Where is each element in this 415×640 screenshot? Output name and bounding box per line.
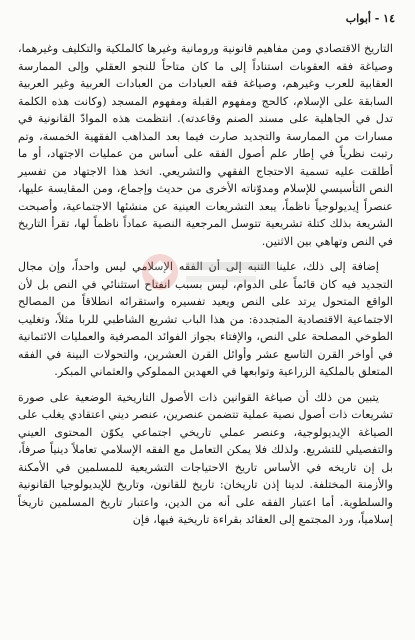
body-text — [18, 40, 393, 537]
paragraph-2: إضافة إلى ذلك، علينا التنبه إلى أن الفقه الإسلامي ليس واحداً، وإن مجال التجديد فيه كان قائماً على الدوام، ليس بسبب انفتاح استثنائي في النص بل لأن الواقع المتحول يرتد على النص ويعيد تفسيره واستقرائه انطلاقاً من المصالح الاجتماعية الاقتصادية المتجددة: من هذا الباب تشريع الشاطبي للربا مثلاً، وتغليب الطوخي المصلحة على النص، والإفتاء بجواز الفوائد المصرفية والعمليات الائتمانية في أواخر القرن التاسع عشر وأوائل القرن العشرين، والتحولات البينة في الفقه المتعلق بالملكية الزراعية وتوابعها في العهدين المملوكي والعثماني المبكر. — [18, 260, 393, 378]
paragraph-3: يتبين من ذلك أن صياغة القوانين ذات الأصول التاريخية الوضعية على صورة تشريعات ذات أصول نصية عملية تتضمن عنصرين، عنصر ديني اعتقادي يغلب على الصياغة الإيديولوجية، وعنصر عملي تاريخي اجتماعي يكوّن المحتوى العيني والتفصيلي للتشريع. ولذلك فلا يمكن التعامل مع الفقه الإسلامي تعاملاً دينياً صرفاً، بل إن تاريخه في الأساس تاريخ الاحتياجات التشريعية للمسلمين في الأمكنة والأزمنة المختلفة. لدينا إذن تاريخان: تاريخ للقانون، وتاريخ للإيديولوجيا القانونية والسلطوية. أما اعتبار الفقه على أنه من الدين، واعتبار تاريخ المسلمين تاريخاً إسلامياً، ورد المجتمع إلى العقائد بقراءة تاريخية فيها، فإن — [18, 390, 393, 526]
paragraph-1: التاريخ الاقتصادي ومن مفاهيم قانونية ورومانية وغيرها كالملكية والتكليف وغيرهما، وصياغة فقه العقوبات استناداً إلى ما كان متاحاً للنجو العقلي وإلى الممارسة العقابية للعرب وغيرهم، وصياغة فقه العبادات من العبادات العربية وغير العربية السابقة على الإسلام، كالحج ومفهوم القبلة ومفهوم المسجد (وكانت هذه الكلمة تدل في الجاهلية على مسند الصنم وقاعدته). انتظمت هذه الموادّ القانونية في مسارات من الممارسة والتجديد صارت فيما بعد المذاهب الفقهية الخمسة، وتم رتبت نظرياً في إطار علم أصول الفقه على أساس من عمليات الاجتهاد، أو ما أطلقت عليه تسمية الاحتجاج الفقهي والتشريعي. اتخذ هذا الاجتهاد من تفسير النص التأسيسي للإسلام ومدوّناته الأخرى من حديث وإجماع، ومن المقايسة عليها، عنصراً إيديولوجياً ناظماً، يبعد التشريعات العينية عن منشئها الاجتماعية، وأصبحت الشريعة بذلك كتلة تشريعية تتوسل المرجعية النصية عماداً ناظماً لها، تقرأ التاريخ في النص وتهاهي بين الاثنين. — [18, 42, 393, 248]
running-head: ١٤ - أبواب — [345, 12, 395, 25]
